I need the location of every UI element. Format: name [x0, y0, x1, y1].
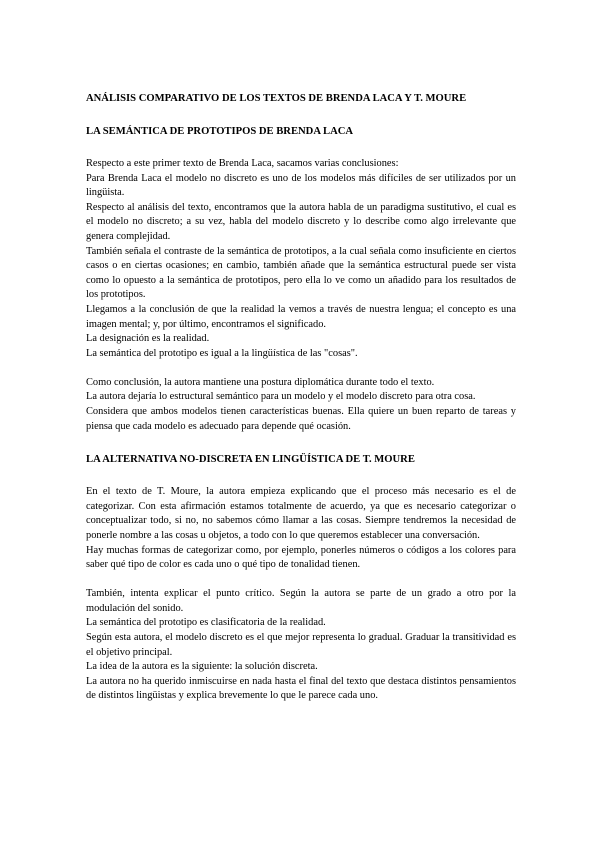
paragraph: También señala el contraste de la semántica de prototipos, a la cual señala como insuficiente en ciertos casos o en ciertas ocasiones; en cambio, también añade que la semántica estructural puede ser vista como lo opuesto a la semántica de prototipos, pero ella lo ve como un añadido para los resultados de los prototipos.	[86, 245, 516, 301]
paragraph: La autora no ha querido inmiscuirse en nada hasta el final del texto que destaca distintos pensamientos de distintos lingüistas y explica brevemente lo que le parece cada uno.	[86, 675, 516, 702]
spacer	[86, 573, 516, 588]
paragraph: La semántica del prototipo es igual a la lingüística de las "cosas".	[86, 347, 358, 359]
conclusion-paragraph: Considera que ambos modelos tienen características buenas. Ella quiere un buen reparto de tareas y piensa que cada modelo es adecuado para depende qué ocasión.	[86, 406, 516, 432]
paragraph: Llegamos a la conclusión de que la realidad la vemos a través de nuestra lengua; el concepto es una imagen mental; y, por último, encontramos el significado.	[86, 303, 516, 330]
paragraph: Para Brenda Laca el modelo no discreto es uno de los modelos más difíciles de ser utilizados por un lingüista.	[86, 172, 516, 199]
spacer	[86, 434, 516, 453]
paragraph: La idea de la autora es la siguiente: la solución discreta.	[86, 661, 318, 673]
paragraph: Respecto al análisis del texto, encontramos que la autora habla de un paradigma sustitutivo, el cual es el modelo no discreto; a su vez, habla del modelo discreto y lo describe como algo irrelevante que genera complejidad.	[86, 201, 516, 242]
paragraph: En el texto de T. Moure, la autora empieza explicando que el proceso más necesario es el de categorizar. Con esta afirmación estamos totalmente de acuerdo, ya que es necesario categorizar o conceptualizar todo, si no, no sabemos cómo llamar a las cosas. Siempre tendremos la necesidad de ponerle nombre a las cosas u objetos, a todo con lo que queremos establecer una conversación.	[86, 486, 516, 541]
document-page	[86, 92, 516, 704]
paragraph: Respecto a este primer texto de Brenda Laca, sacamos varias conclusiones:	[86, 158, 399, 169]
conclusion-paragraph: Como conclusión, la autora mantiene una postura diplomática durante todo el texto.	[86, 376, 435, 388]
paragraph: Según esta autora, el modelo discreto es el que mejor representa lo gradual. Graduar la transitividad es el objetivo principal.	[86, 632, 516, 658]
spacer	[86, 361, 516, 376]
paragraph: La designación es la realidad.	[86, 333, 210, 345]
section-heading-laca: LA SEMÁNTICA DE PROTOTIPOS DE BRENDA LACA	[86, 126, 354, 137]
paragraph: También, intenta explicar el punto crítico. Según la autora se parte de un grado a otro por la modulación del sonido.	[86, 588, 516, 614]
paragraph: La semántica del prototipo es clasificatoria de la realidad.	[86, 617, 326, 629]
document-title: ANÁLISIS COMPARATIVO DE LOS TEXTOS DE BRENDA LACA Y T. MOURE	[86, 93, 467, 104]
paragraph: Hay muchas formas de categorizar como, por ejemplo, ponerles números o códigos a los colores para saber qué tipo de color es cada uno o qué tipo de tonalidad tienen.	[86, 544, 516, 571]
conclusion-paragraph: La autora dejaría lo estructural semántico para un modelo y el modelo discreto para otra cosa.	[86, 391, 476, 403]
section-heading-moure: LA ALTERNATIVA NO-DISCRETA EN LINGÜÍSTICA DE T. MOURE	[86, 454, 415, 466]
